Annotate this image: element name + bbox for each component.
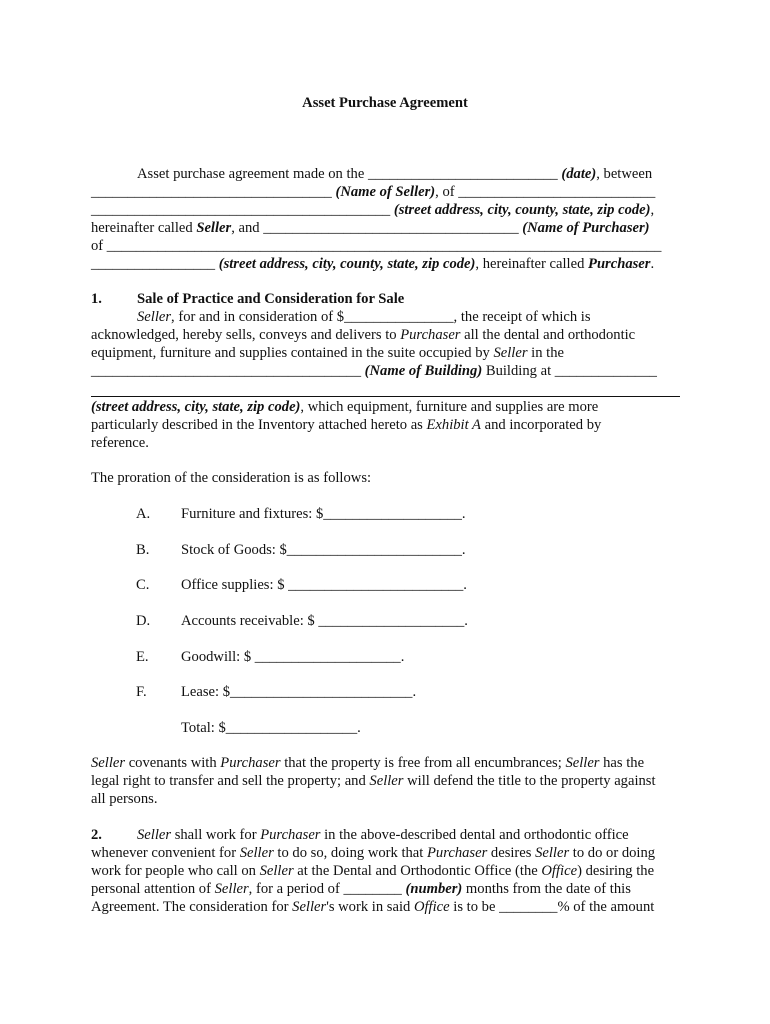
text: (date) <box>561 166 597 182</box>
text: , hereinafter called <box>475 256 589 272</box>
item-text: Goodwill: $ ____________________. <box>181 649 405 665</box>
text: all the dental and orthodontic <box>460 327 636 343</box>
text: Asset purchase agreement made on the __________________________ <box>137 166 562 182</box>
text: Seller <box>137 309 172 325</box>
item-text: Lease: $_________________________. <box>181 684 417 700</box>
document-title: Asset Purchase Agreement <box>302 95 468 111</box>
section1-line6 <box>91 416 601 434</box>
section1-line7: reference. <box>91 435 149 451</box>
section2-line3 <box>91 862 654 880</box>
para1-line1 <box>137 165 652 183</box>
text: Office <box>413 899 450 915</box>
text: , for a period of ________ <box>248 881 406 897</box>
text: Agreement. The consideration for <box>91 899 293 915</box>
text: Building at ______________ <box>482 363 657 379</box>
text: desires <box>487 845 536 861</box>
text: equipment, furniture and supplies contained in the suite occupied by <box>91 345 494 361</box>
para1-line4 <box>91 219 650 237</box>
text: (street address, city, county, state, zip code) <box>393 202 651 218</box>
text: ) desiring the <box>577 863 655 879</box>
text: at the Dental and Orthodontic Office (the <box>293 863 542 879</box>
text: Purchaser <box>400 327 461 343</box>
text: , for and in consideration of $_______________, the receipt of which is <box>171 309 591 325</box>
section1-line5 <box>91 398 598 416</box>
item-text: Office supplies: $ ________________________. <box>181 577 467 593</box>
total-line: Total: $__________________. <box>181 720 361 736</box>
text: , which equipment, furniture and supplies are more <box>300 399 599 415</box>
text: Seller <box>91 755 126 771</box>
text: Seller <box>137 827 172 843</box>
section1-line4 <box>91 362 657 380</box>
text: and incorporated by <box>480 417 602 433</box>
text: (Name of Purchaser) <box>522 220 650 236</box>
text: , <box>650 202 655 218</box>
item-letter: E. <box>136 649 149 665</box>
text: _____________________________________ <box>91 363 365 379</box>
text: particularly described in the Inventory attached hereto as <box>91 417 427 433</box>
section2-line5 <box>91 898 654 916</box>
item-text: Stock of Goods: $________________________. <box>181 542 466 558</box>
text: Seller <box>214 881 249 897</box>
item-letter: D. <box>136 613 151 629</box>
text: Seller <box>535 845 570 861</box>
item-letter: B. <box>136 542 150 558</box>
section2-line1 <box>137 826 629 844</box>
text: Office <box>541 863 578 879</box>
address-blank-line <box>91 396 680 397</box>
text: (Name of Building) <box>364 363 483 379</box>
text: hereinafter called <box>91 220 197 236</box>
text: that the property is free from all encumbrances; <box>280 755 566 771</box>
text: , between <box>596 166 653 182</box>
text: whenever convenient for <box>91 845 240 861</box>
text: months from the date of this <box>462 881 631 897</box>
text: Seller <box>196 220 232 236</box>
proration-intro: The proration of the consideration is as follows: <box>91 470 372 486</box>
text: Seller <box>565 755 600 771</box>
text: will defend the title to the property against <box>403 773 656 789</box>
text: Purchaser <box>220 755 281 771</box>
section1-heading: Sale of Practice and Consideration for Sale <box>137 291 405 307</box>
section1-line2 <box>91 326 635 344</box>
text: , of ___________________________ <box>435 184 656 200</box>
text: . <box>650 256 655 272</box>
para1-line2 <box>91 183 655 201</box>
text: in the <box>527 345 564 361</box>
text: has the <box>599 755 645 771</box>
section2-line4 <box>91 880 631 898</box>
para1-line5: of ____________________________________________________________________________ <box>91 238 662 254</box>
section1-number: 1. <box>91 291 102 307</box>
section2-line2 <box>91 844 655 862</box>
text: Seller <box>259 863 294 879</box>
text: in the above-described dental and orthodontic office <box>320 827 629 843</box>
item-text: Furniture and fixtures: $___________________. <box>181 506 466 522</box>
text: Seller <box>369 773 404 789</box>
text: Exhibit A <box>426 417 481 433</box>
section2-number: 2. <box>91 827 102 843</box>
text: Seller <box>239 845 274 861</box>
text: legal right to transfer and sell the property; and <box>91 773 370 789</box>
text: , and ___________________________________ <box>231 220 523 236</box>
text: covenants with <box>125 755 221 771</box>
text: (number) <box>405 881 463 897</box>
text: to do or doing <box>569 845 656 861</box>
text: shall work for <box>171 827 261 843</box>
text: Seller <box>493 345 528 361</box>
text: to do so, doing work that <box>273 845 427 861</box>
text: personal attention of <box>91 881 215 897</box>
text: Purchaser <box>588 256 651 272</box>
text: _________________________________________ <box>91 202 394 218</box>
item-letter: C. <box>136 577 150 593</box>
text: acknowledged, hereby sells, conveys and delivers to <box>91 327 401 343</box>
section1-line3 <box>91 344 564 362</box>
para1-line3 <box>91 201 654 219</box>
item-letter: A. <box>136 506 151 522</box>
text: is to be ________% of the amount <box>449 899 655 915</box>
text: work for people who call on <box>91 863 260 879</box>
covenant-line1 <box>91 754 644 772</box>
text: Seller <box>292 899 327 915</box>
text: _________________ <box>91 256 219 272</box>
covenant-line2 <box>91 772 656 790</box>
text: Purchaser <box>427 845 488 861</box>
covenant-line3: all persons. <box>91 791 158 807</box>
text: Purchaser <box>260 827 321 843</box>
item-text: Accounts receivable: $ ____________________. <box>181 613 468 629</box>
section1-line1 <box>137 308 591 326</box>
text: (street address, city, state, zip code) <box>91 399 301 415</box>
text: _________________________________ <box>91 184 336 200</box>
text: (Name of Seller) <box>335 184 436 200</box>
para1-line6 <box>91 255 654 273</box>
text: (street address, city, county, state, zip code) <box>218 256 476 272</box>
item-letter: F. <box>136 684 147 700</box>
text: 's work in said <box>326 899 414 915</box>
